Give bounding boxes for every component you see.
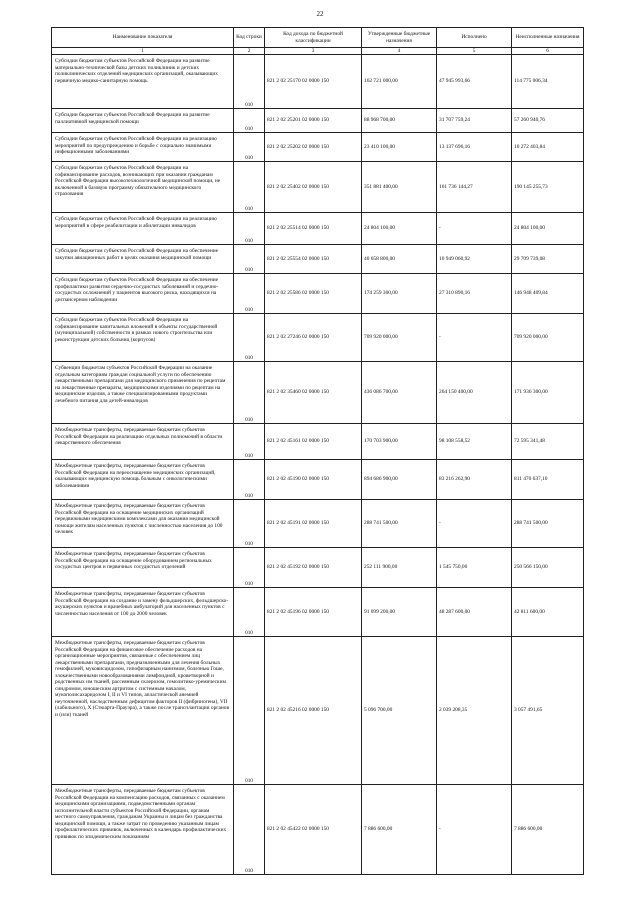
executed-amount: 1 545 750,00 (437, 548, 512, 588)
line-code: 010 (234, 109, 265, 133)
line-code: 010 (234, 500, 265, 548)
executed-amount: 2 039 208,35 (437, 637, 512, 785)
line-code: 010 (234, 424, 265, 460)
indicator-name: Субсидии бюджетам субъектов Российской Федерации на реализацию мероприятий в сфере реабилитации и абилитации инвалидов (52, 213, 234, 245)
income-code: 821 2 02 25514 02 0000 150 (265, 213, 362, 245)
column-number: 1 (52, 48, 234, 55)
header-indicator-name: Наименование показателя (52, 28, 234, 48)
table-row (52, 637, 584, 785)
unexecuted-amount: 250 566 150,00 (512, 548, 584, 588)
budget-execution-table (51, 27, 584, 875)
unexecuted-amount: 146 948 409,84 (512, 274, 584, 314)
unexecuted-amount: 3 057 491,65 (512, 637, 584, 785)
line-code: 010 (234, 362, 265, 424)
approved-amount: 174 259 300,00 (362, 274, 437, 314)
approved-amount: 170 703 900,00 (362, 424, 437, 460)
executed-amount: 48 287 600,00 (437, 588, 512, 637)
approved-amount: 23 410 100,00 (362, 133, 437, 162)
income-code: 821 2 02 27246 02 0000 150 (265, 314, 362, 362)
unexecuted-amount: 7 886 600,00 (512, 785, 584, 875)
approved-amount: 351 881 400,00 (362, 162, 437, 213)
column-number-row (52, 48, 584, 55)
table-row (52, 785, 584, 875)
table-row (52, 548, 584, 588)
indicator-name: Субсидии бюджетам субъектов Российской Федерации на развитие материально-технической базы детских поликлиник и детских поликлинических отделений медицинских организаций, оказывающих первичную медико-санитарную помощь (52, 55, 234, 109)
unexecuted-amount: 72 595 341,48 (512, 424, 584, 460)
approved-amount: 894 686 900,00 (362, 460, 437, 500)
header-unexecuted: Неисполненные назначения (512, 28, 584, 48)
line-code: 010 (234, 213, 265, 245)
approved-amount: 40 658 800,00 (362, 245, 437, 274)
unexecuted-amount: 190 145 255,73 (512, 162, 584, 213)
column-number: 3 (265, 48, 362, 55)
indicator-name: Межбюджетные трансферты, передаваемые бюджетам субъектов Российской Федерации на реализацию отдельных полномочий в области лекарственного обеспечения (52, 424, 234, 460)
unexecuted-amount: 811 470 637,10 (512, 460, 584, 500)
indicator-name: Субсидии бюджетам субъектов Российской Федерации на софинансирование капитальных вложений в объекты государственной (муниципальной) собственности в рамках нового строительства или реконструкции детских больниц (корпусов) (52, 314, 234, 362)
line-code: 010 (234, 637, 265, 785)
income-code: 821 2 02 25170 02 0000 150 (265, 55, 362, 109)
table-row (52, 362, 584, 424)
executed-amount: 47 945 993,66 (437, 55, 512, 109)
table-row (52, 424, 584, 460)
approved-amount: 24 804 100,00 (362, 213, 437, 245)
column-number: 4 (362, 48, 437, 55)
income-code: 821 2 02 45161 02 0000 150 (265, 424, 362, 460)
line-code: 010 (234, 162, 265, 213)
approved-amount: 88 968 700,00 (362, 109, 437, 133)
approved-amount: 709 920 000,00 (362, 314, 437, 362)
approved-amount: 91 099 200,00 (362, 588, 437, 637)
line-code: 010 (234, 785, 265, 875)
income-code: 821 2 02 25402 02 0000 150 (265, 162, 362, 213)
indicator-name: Субсидии бюджетам субъектов Российской Федерации на развитие паллиативной медицинской помощи (52, 109, 234, 133)
line-code: 010 (234, 588, 265, 637)
approved-amount: 436 086 700,00 (362, 362, 437, 424)
income-code: 821 2 02 45216 02 0000 150 (265, 637, 362, 785)
indicator-name: Межбюджетные трансферты, передаваемые бюджетам субъектов Российской Федерации на оснащение медицинских организаций передвижными медицинскими комплексами для оказания медицинской помощи жителям населенных пунктов с численностью населения до 100 человек (52, 500, 234, 548)
approved-amount: 5 096 700,00 (362, 637, 437, 785)
income-code: 821 2 02 25586 02 0000 150 (265, 274, 362, 314)
line-code: 010 (234, 548, 265, 588)
executed-amount: 83 216 262,90 (437, 460, 512, 500)
executed-amount: - (437, 785, 512, 875)
indicator-name: Межбюджетные трансферты, передаваемые бюджетам субъектов Российской Федерации на финансовое обеспечение расходов на организационные мероприятия, связанные с обеспечением лиц лекарственными препаратами, предназначенными для лечения больных гемофилией, муковисцидозом, гипофизарным нанизмом, болезнью Гоше, злокачественными новообразованиями лимфоидной, кроветворной и родственных им тканей, рассеянным склерозом, гемолитико-уремическим синдромом, юношеским артритом с системным началом, мукополисахаридозом I, II и VI типов, апластической анемией неуточненной, наследственным дефицитом факторов II (фибриногена), VII (лабильного), X (Стюарта-Прауэра), а также после трансплантации органов и (или) тканей (52, 637, 234, 785)
indicator-name: Межбюджетные трансферты, передаваемые бюджетам субъектов Российской Федерации на создание и замену фельдшерских, фельдшерско-акушерских пунктов и врачебных амбулаторий для населенных пунктов с численностью населения от 100 до 2000 человек (52, 588, 234, 637)
executed-amount: 31 707 759,24 (437, 109, 512, 133)
column-number: 6 (512, 48, 584, 55)
line-code: 010 (234, 460, 265, 500)
column-number: 2 (234, 48, 265, 55)
income-code: 821 2 02 45422 02 0000 150 (265, 785, 362, 875)
executed-amount: 98 108 558,52 (437, 424, 512, 460)
line-code: 010 (234, 245, 265, 274)
table-row (52, 314, 584, 362)
executed-amount: 13 137 696,16 (437, 133, 512, 162)
indicator-name: Субсидии бюджетам субъектов Российской Федерации на обеспечение профилактики развития сердечно-сосудистых заболеваний и сердечно-сосудистых осложнений у пациентов высокого риска, находящихся на диспансерном наблюдении (52, 274, 234, 314)
table-row (52, 500, 584, 548)
indicator-name: Межбюджетные трансферты, передаваемые бюджетам субъектов Российской Федерации на переоснащение медицинских организаций, оказывающих медицинскую помощь больным с онкологическими заболеваниями (52, 460, 234, 500)
page-number: 22 (316, 10, 324, 18)
approved-amount: 288 741 500,00 (362, 500, 437, 548)
indicator-name: Субсидии бюджетам субъектов Российской Федерации на реализацию мероприятий по предупреждению и борьбе с социально значимыми инфекционными заболеваниями (52, 133, 234, 162)
executed-amount: 27 310 890,16 (437, 274, 512, 314)
unexecuted-amount: 10 272 403,84 (512, 133, 584, 162)
indicator-name: Межбюджетные трансферты, передаваемые бюджетам субъектов Российской Федерации на оснащение оборудованием региональных сосудистых центров и первичных сосудистых отделений (52, 548, 234, 588)
unexecuted-amount: 171 936 300,00 (512, 362, 584, 424)
table-row (52, 133, 584, 162)
table-row (52, 162, 584, 213)
income-code: 821 2 02 45191 02 0000 150 (265, 500, 362, 548)
indicator-name: Субсидии бюджетам субъектов Российской Федерации на обеспечение закупки авиационных работ в целях оказания медицинской помощи (52, 245, 234, 274)
table-row (52, 460, 584, 500)
header-executed: Исполнено (437, 28, 512, 48)
line-code: 010 (234, 314, 265, 362)
unexecuted-amount: 29 709 739,08 (512, 245, 584, 274)
table-row (52, 213, 584, 245)
executed-amount: 10 949 060,92 (437, 245, 512, 274)
line-code: 010 (234, 133, 265, 162)
table-row (52, 274, 584, 314)
executed-amount: 264 150 400,00 (437, 362, 512, 424)
approved-amount: 252 111 900,00 (362, 548, 437, 588)
line-code: 010 (234, 55, 265, 109)
executed-amount: - (437, 314, 512, 362)
approved-amount: 7 886 600,00 (362, 785, 437, 875)
income-code: 821 2 02 25202 02 0000 150 (265, 133, 362, 162)
line-code: 010 (234, 274, 265, 314)
indicator-name: Субсидии бюджетам субъектов Российской Федерации на софинансирование расходов, возникающих при оказании гражданам Российской Федерации высокотехнологичной медицинской помощи, не включенной в базовую программу обязательного медицинского страхования (52, 162, 234, 213)
unexecuted-amount: 709 920 000,00 (512, 314, 584, 362)
unexecuted-amount: 288 741 500,00 (512, 500, 584, 548)
table-header-row (52, 28, 584, 48)
header-approved: Утвержденные бюджетные назначения (362, 28, 437, 48)
approved-amount: 162 721 000,00 (362, 55, 437, 109)
unexecuted-amount: 42 811 600,00 (512, 588, 584, 637)
indicator-name: Субвенции бюджетам субъектов Российской Федерации на оказание отдельным категориям граждан социальной услуги по обеспечению лекарственными препаратами для медицинского применения по рецептам на лекарственные препараты, медицинскими изделиями по рецептам на медицинские изделия, а также специализированными продуктами лечебного питания для детей-инвалидов (52, 362, 234, 424)
column-number: 5 (437, 48, 512, 55)
executed-amount: 161 736 144,27 (437, 162, 512, 213)
table-row (52, 109, 584, 133)
income-code: 821 2 02 35460 02 0000 150 (265, 362, 362, 424)
unexecuted-amount: 24 804 100,00 (512, 213, 584, 245)
indicator-name: Межбюджетные трансферты, передаваемые бюджетам субъектов Российской Федерации на компенсацию расходов, связанных с оказанием медицинскими организациями, подведомственными органам исполнительной власти субъектов Российской Федерации, органам местного самоуправления, гражданам Украины и лицам без гражданства медицинской помощи, а также затрат по проведению указанным лицам профилактических прививок, включенных в календарь профилактических прививок по эпидемическим показаниям (52, 785, 234, 875)
header-income-code: Код дохода по бюджетной классификации (265, 28, 362, 48)
income-code: 821 2 02 25554 02 0000 150 (265, 245, 362, 274)
income-code: 821 2 02 45190 02 0000 150 (265, 460, 362, 500)
executed-amount: - (437, 500, 512, 548)
income-code: 821 2 02 45192 02 0000 150 (265, 548, 362, 588)
income-code: 821 2 02 25201 02 0000 150 (265, 109, 362, 133)
unexecuted-amount: 57 260 940,76 (512, 109, 584, 133)
header-line-code: Код строки (234, 28, 265, 48)
table-row (52, 55, 584, 109)
table-row (52, 245, 584, 274)
executed-amount: - (437, 213, 512, 245)
table-row (52, 588, 584, 637)
unexecuted-amount: 114 775 006,34 (512, 55, 584, 109)
income-code: 821 2 02 45196 02 0000 150 (265, 588, 362, 637)
